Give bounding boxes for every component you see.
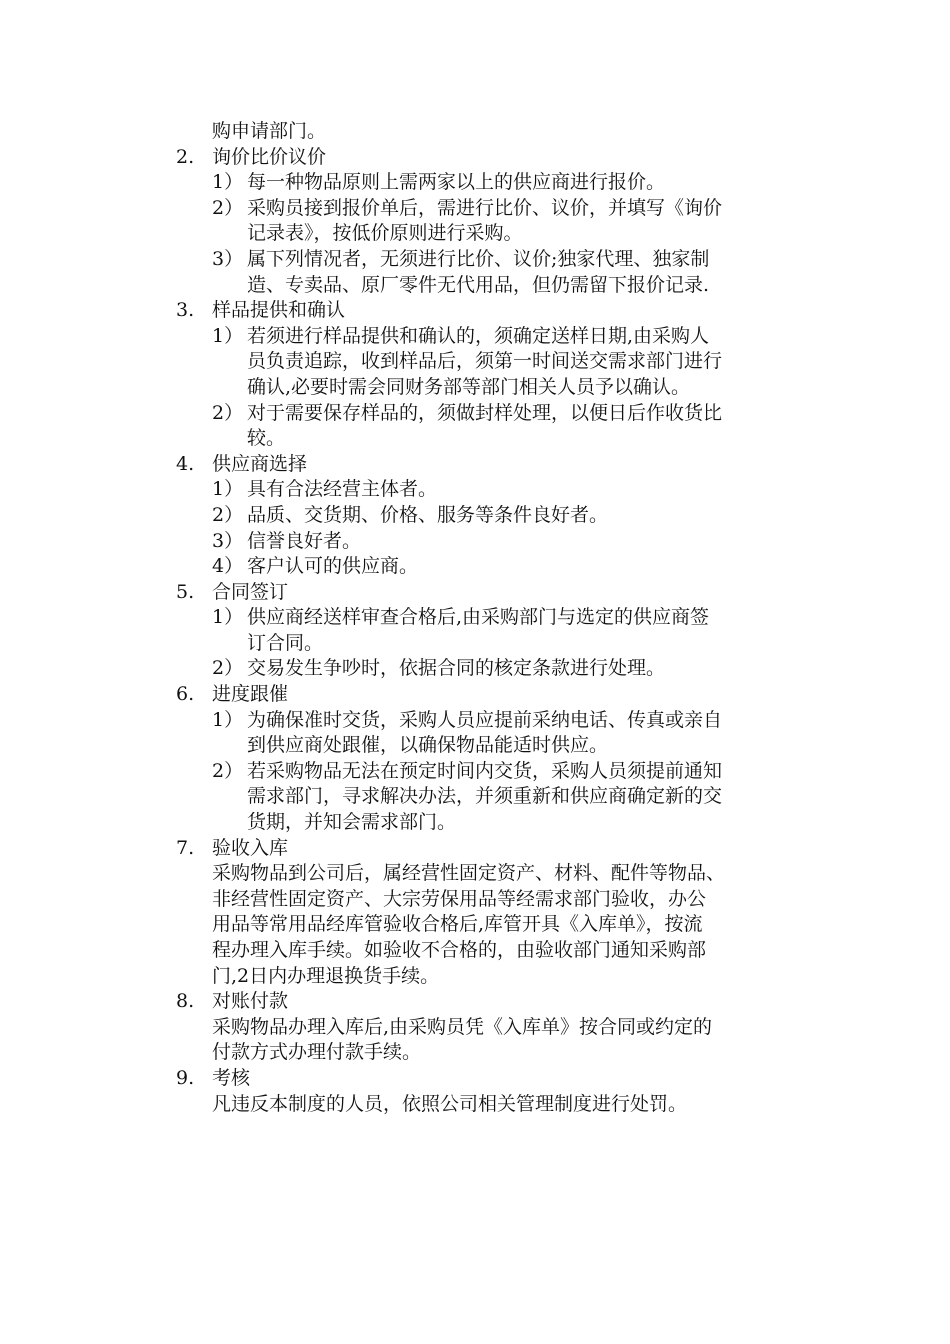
item-text: 属下列情况者，无须进行比价、议价;独家代理、独家制 xyxy=(247,247,710,270)
section-number: 6. xyxy=(176,683,195,706)
section-title: 验收入库 xyxy=(212,836,289,859)
section-body-text: 采购物品到公司后，属经营性固定资产、材料、配件等物品、 xyxy=(212,862,726,885)
section-body-text: 程办理入库手续。如验收不合格的，由验收部门通知采购部 xyxy=(212,939,707,961)
section-body-text: 凡违反本制度的人员，依照公司相关管理制度进行处罚。 xyxy=(212,1092,688,1115)
list-item xyxy=(176,324,816,350)
item-text-continuation: 造、专卖品、原厂零件无代用品，但仍需留下报价记录. xyxy=(247,273,710,296)
section-title: 进度跟催 xyxy=(212,683,289,706)
list-item xyxy=(176,529,816,555)
item-number: 1） xyxy=(212,171,244,194)
item-text: 客户认可的供应商。 xyxy=(247,555,419,578)
section-heading xyxy=(176,1066,816,1092)
section-body-text: 用品等常用品经库管验收合格后,库管开具《入库单》，按流 xyxy=(212,913,703,936)
list-item xyxy=(176,196,816,222)
item-number: 4） xyxy=(212,555,244,578)
item-text: 采购员接到报价单后，需进行比价、议价，并填写《询价 xyxy=(247,196,723,219)
section-heading xyxy=(176,682,816,708)
section-body-text: 门,2日内办理退换货手续。 xyxy=(212,964,440,987)
section-heading xyxy=(176,989,816,1015)
section-heading xyxy=(176,298,816,324)
item-text-continuation: 货期，并知会需求部门。 xyxy=(247,811,457,834)
item-text-continuation: 较。 xyxy=(247,427,286,450)
list-item xyxy=(176,708,816,734)
item-text: 交易发生争吵时，依据合同的核定条款进行处理。 xyxy=(247,657,666,680)
section-number: 9. xyxy=(176,1066,195,1089)
section-heading xyxy=(176,580,816,606)
section-number: 4. xyxy=(176,452,195,475)
section-title: 考核 xyxy=(212,1066,251,1089)
list-item xyxy=(176,247,816,273)
item-number: 1） xyxy=(212,606,244,629)
item-text-continuation: 确认,必要时需会同财务部等部门相关人员予以确认。 xyxy=(247,375,691,398)
procedure-list xyxy=(176,119,816,1117)
list-item xyxy=(176,554,816,580)
list-item xyxy=(176,477,816,503)
section-number: 3. xyxy=(176,299,195,322)
item-number: 2） xyxy=(212,503,244,526)
item-text: 品质、交货期、价格、服务等条件良好者。 xyxy=(247,503,609,526)
section-body-text: 非经营性固定资产、大宗劳保用品等经需求部门验收，办公 xyxy=(212,887,707,910)
item-text-continuation: 记录表》，按低价原则进行采购。 xyxy=(247,222,523,245)
item-text-continuation: 到供应商处跟催，以确保物品能适时供应。 xyxy=(247,734,609,757)
section-heading xyxy=(176,452,816,478)
section-body-text: 付款方式办理付款手续。 xyxy=(212,1041,422,1064)
item-number: 3） xyxy=(212,247,244,270)
item-number: 2） xyxy=(212,657,244,680)
item-number: 3） xyxy=(212,529,244,552)
section-number: 5. xyxy=(176,580,195,603)
section-number: 8. xyxy=(176,990,195,1013)
item-number: 1） xyxy=(212,324,244,347)
item-text-continuation: 需求部门，寻求解决办法，并须重新和供应商确定新的交 xyxy=(247,785,723,808)
item-number: 2） xyxy=(212,196,244,219)
item-number: 2） xyxy=(212,759,244,782)
section-title: 询价比价议价 xyxy=(212,145,327,168)
item-text-continuation: 员负责追踪，收到样品后，须第一时间送交需求部门进行 xyxy=(247,350,723,373)
item-text: 供应商经送样审查合格后,由采购部门与选定的供应商签 xyxy=(247,606,710,629)
list-item xyxy=(176,759,816,785)
item-text: 每一种物品原则上需两家以上的供应商进行报价。 xyxy=(247,171,666,194)
item-text: 若采购物品无法在预定时间内交货，采购人员须提前通知 xyxy=(247,759,723,782)
section-number: 2. xyxy=(176,145,195,168)
section-heading xyxy=(176,145,816,171)
section-title: 供应商选择 xyxy=(212,452,308,475)
item-text: 具有合法经营主体者。 xyxy=(247,478,438,501)
section-number: 7. xyxy=(176,836,195,859)
list-item xyxy=(176,401,816,427)
list-item xyxy=(176,656,816,682)
list-item xyxy=(176,503,816,529)
list-item xyxy=(176,605,816,631)
item-text: 信誉良好者。 xyxy=(247,529,362,552)
item-number: 2） xyxy=(212,401,244,424)
item-text-continuation: 订合同。 xyxy=(247,631,324,654)
item-text: 为确保准时交货，采购人员应提前采纳电话、传真或亲自 xyxy=(247,708,723,731)
item-number: 1） xyxy=(212,708,244,731)
item-text: 若须进行样品提供和确认的，须确定送样日期,由采购人 xyxy=(247,324,710,347)
item-text: 对于需要保存样品的，须做封样处理，以便日后作收货比 xyxy=(247,401,723,424)
section-heading xyxy=(176,836,816,862)
item-number: 1） xyxy=(212,478,244,501)
section-title: 对账付款 xyxy=(212,990,289,1013)
section-body-text: 采购物品办理入库后,由采购员凭《入库单》按合同或约定的 xyxy=(212,1015,713,1038)
list-item xyxy=(176,170,816,196)
section-title: 样品提供和确认 xyxy=(212,299,346,322)
intro-continuation: 购申请部门。 xyxy=(212,120,327,142)
section-title: 合同签订 xyxy=(212,580,289,603)
